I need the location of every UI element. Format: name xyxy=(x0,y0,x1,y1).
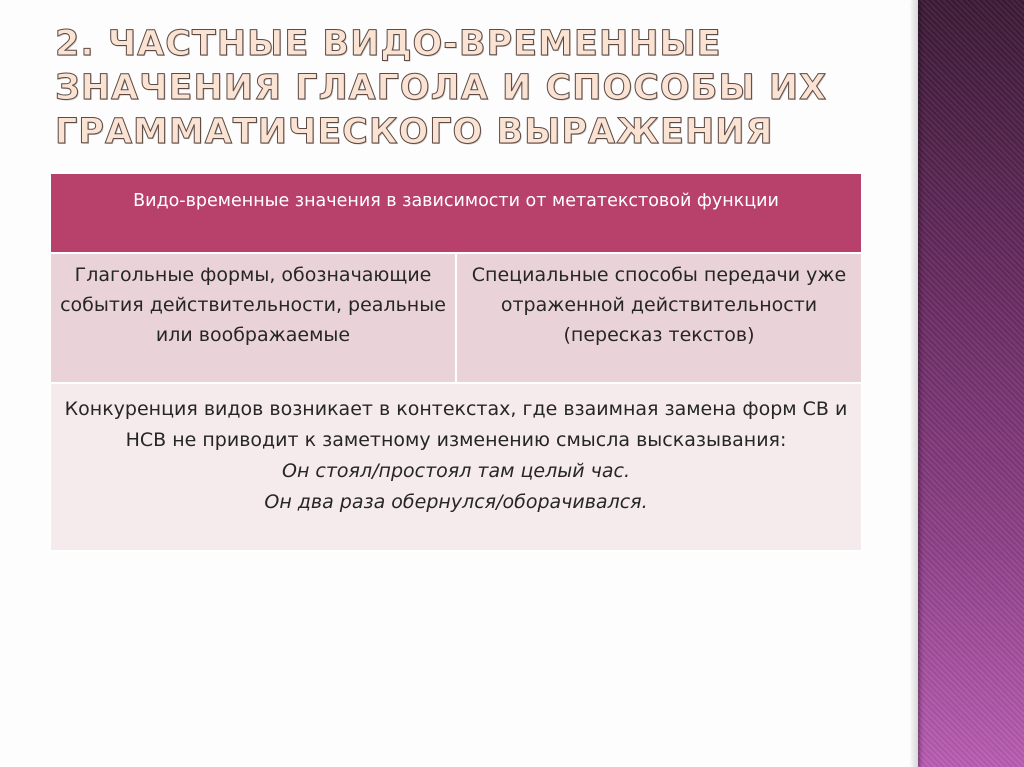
table-header-row xyxy=(50,173,862,253)
side-panel-divider xyxy=(912,0,918,767)
right-cell: Специальные способы передачи уже отраженной действительности (пересказ текстов) xyxy=(456,253,862,383)
content-table xyxy=(49,172,863,552)
decorative-side-panel xyxy=(917,0,1024,767)
table-middle-row xyxy=(50,253,862,383)
slide-title: 2. ЧАСТНЫЕ ВИДО-ВРЕМЕННЫЕ ЗНАЧЕНИЯ ГЛАГОЛА И СПОСОБЫ ИХ ГРАММАТИЧЕСКОГО ВЫРАЖЕНИЯ xyxy=(55,24,828,152)
example-sentence-2: Он два раза обернулся/оборачивался. xyxy=(264,491,648,513)
table-header-cell: Видо-временные значения в зависимости от метатекстовой функции xyxy=(50,173,862,253)
left-cell: Глагольные формы, обозначающие события действительности, реальные или воображаемые xyxy=(50,253,456,383)
example-sentence-1: Он стоял/простоял там целый час. xyxy=(282,460,630,482)
bottom-cell-text: Конкуренция видов возникает в контекстах, где взаимная замена форм СВ и НСВ не приводит к заметному изменению смысла высказывания: xyxy=(64,398,848,451)
bottom-cell xyxy=(50,383,862,551)
table-bottom-row xyxy=(50,383,862,551)
